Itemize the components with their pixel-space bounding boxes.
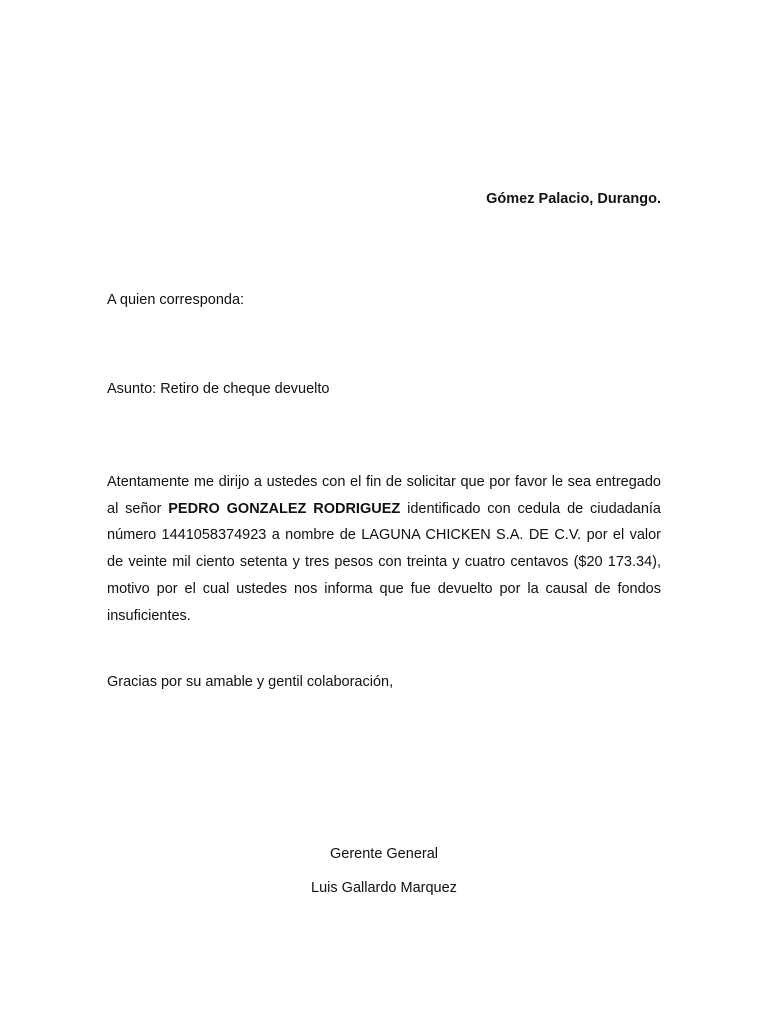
salutation: A quien corresponda: [107,292,245,308]
signature-name: Luis Gallardo Marquez [311,880,457,896]
subject-line: Asunto: Retiro de cheque devuelto [107,381,330,397]
body-text-end: identificado con cedula de ciudadanía número 1441058374923 a nombre de LAGUNA CHICKEN S.A. DE C.V. por el valor de veinte mil ciento setenta y tres pesos con treinta y cuatro centavos ($20 173.34), motivo por el cual ustedes nos informa que fue devuelto por la causal de fondos insuficientes. [107,500,661,624]
place-date-line: Gómez Palacio, Durango. [486,191,661,207]
body-text-start: Atentamente me dirijo a ustedes con el fin de solicitar que por favor le sea entregado al señor [107,474,661,517]
signature-title: Gerente General [329,846,438,862]
closing-line: Gracias por su amable y gentil colaboración, [107,674,394,690]
recipient-name: PEDRO GONZALEZ RODRIGUEZ [168,500,401,517]
body-paragraph [107,469,661,629]
